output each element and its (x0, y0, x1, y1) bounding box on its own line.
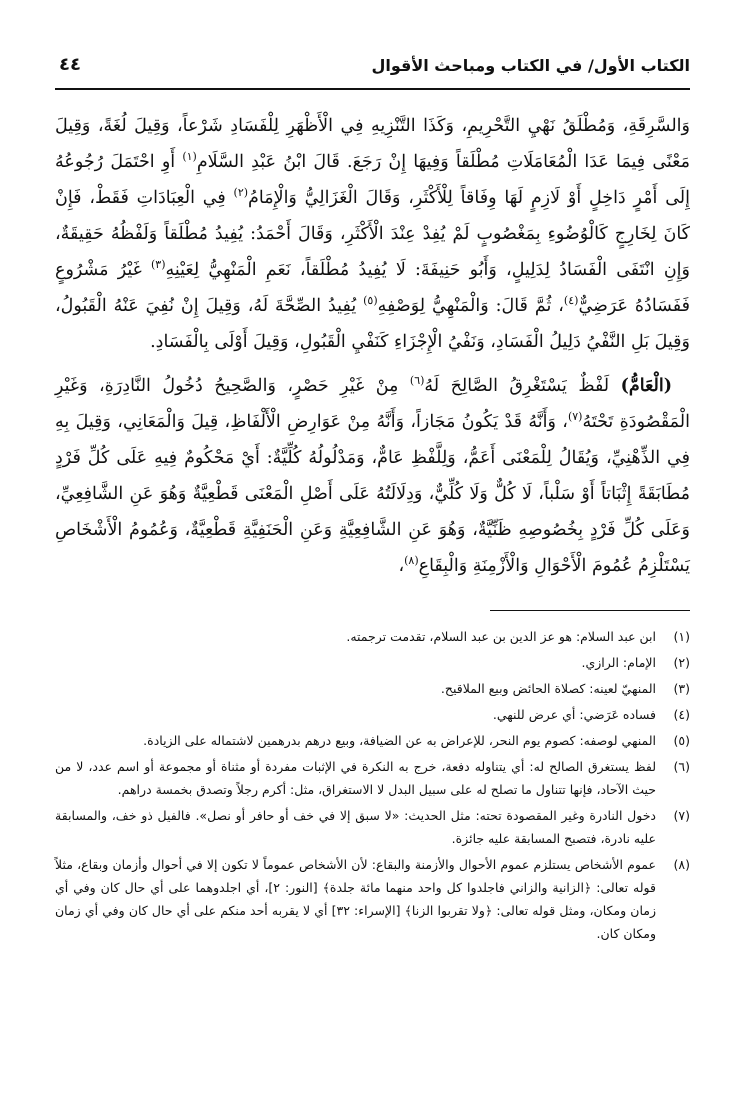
footnote-item (55, 755, 690, 801)
section-term: (الْعَامُّ) (620, 376, 672, 396)
text-segment: فِي الْعِبَادَاتِ فَقَطْ، فَإِنْ كَانَ لِخَارِجٍ كَالْوُضُوءِ بِمَغْصُوبٍ لَمْ يُفِدْ عِنْدَ الْأَكْثَرِ، وَقَالَ أَحْمَدُ: يُفِيدُ مُطْلَقاً وَلَفْظُهُ حَقِيقَةٌ، وَإِنِ انْتَفَى الْفَسَادُ لِدَلِيلٍ، وَأَبُو حَنِيفَةَ: لَا يُفِيدُ مُطْلَقاً، نَعَمِ الْمَنْهِيُّ لِعَيْنِهِ (55, 188, 690, 280)
book-page (55, 50, 690, 1070)
footnote-text: عموم الأشخاص يستلزم عموم الأحوال والأزمنة والبقاع: لأن الأشخاص عموماً لا تكون إلا في أحوال وأزمان وبقاع، مثلاً قوله تعالى: ﴿الزانية والزاني فاجلدوا كل واحد منهما مائة جلدة﴾ [النور: ٢]، أي اجلدوهما على أي حال كان وفي أي زمان ومكان، ومثل قوله تعالى: ﴿ولا تقربوا الزنا﴾ [الإسراء: ٣٢] أي لا يقربه أحد منكم على أي حال كان وفي أي زمان ومكان كان. (55, 857, 657, 941)
footnote-number: (٧) (673, 808, 690, 823)
footnote-text: الإمام: الرازي. (581, 655, 656, 670)
main-text (55, 108, 690, 584)
text-segment: ، (398, 556, 405, 576)
footnote-number: (٢) (673, 655, 690, 670)
text-segment: مِنْ غَيْرِ حَصْرٍ، وَالصَّحِيحُ دُخُولُ النَّادِرَةِ، وَغَيْرِ الْمَقْصُودَةِ تَحْتَهُ (55, 376, 690, 432)
footnote-number: (٨) (673, 857, 690, 872)
footnote-ref-2[interactable]: (٢) (233, 186, 249, 200)
footnote-text: فساده عَرَضي: أي عرض للنهي. (492, 707, 656, 722)
footnote-item (55, 729, 690, 752)
text-segment: ، ثُمَّ قَالَ: وَالْمَنْهِيُّ لِوَصْفِهِ (377, 296, 564, 316)
footnote-ref-5[interactable]: (٥) (363, 294, 378, 308)
footnote-ref-1[interactable]: (١) (182, 150, 197, 164)
text-segment: لَفْظٌ يَسْتَغْرِقُ الصَّالِحَ لَهُ (424, 376, 621, 396)
footnote-ref-6[interactable]: (٦) (409, 374, 425, 388)
text-segment: ، وَأَنَّهُ قَدْ يَكُونُ مَجَازاً، وَأَنَّهُ مِنْ عَوَارِضِ الْأَلْفَاظِ، قِيلَ وَالْمَعَانِي، وَقِيلَ بِهِ فِي الذِّهْنِيِّ، وَيُقَالُ لِلْمَعْنَى أَعَمُّ، وَلِلَّفْظِ عَامٌّ، وَمَدْلُولُهُ كُلِّيَّةٌ: أَيْ مَحْكُومٌ فِيهِ عَلَى كُلِّ فَرْدٍ مُطَابَقَةً إِثْبَاتاً أَوْ سَلْباً، لَا كُلٌّ وَلَا كُلِّيٌّ، وَدِلَالَتُهُ عَلَى أَصْلِ الْمَعْنَى قَطْعِيَّةٌ وَهُوَ عَنِ الشَّافِعِيِّ، وَعَلَى كُلِّ فَرْدٍ بِخُصُوصِهِ ظَنِّيَّةٌ، وَهُوَ عَنِ الشَّافِعِيَّةِ وَعَنِ الْحَنَفِيَّةِ قَطْعِيَّةٌ، وَعُمُومُ الْأَشْخَاصِ يَسْتَلْزِمُ عُمُومَ الْأَحْوَالِ وَالْأَزْمِنَةِ وَالْبِقَاعِ (55, 412, 690, 576)
footnote-ref-4[interactable]: (٤) (563, 294, 579, 308)
footnote-item (55, 625, 690, 648)
paragraph-prohibition (55, 108, 690, 360)
footnote-divider (490, 610, 690, 611)
text-segment: غَيْرُ مَشْرُوعٍ فَفَسَادُهُ عَرَضِيٌّ (55, 260, 691, 316)
running-title: الكتاب الأول/ في الكتاب ومباحث الأقوال (371, 56, 690, 75)
text-segment: وَالسَّرِقَةِ، وَمُطْلَقُ نَهْيِ التَّحْرِيمِ، وَكَذَا التَّنْزِيهِ فِي الْأَظْهَرِ لِلْفَسَادِ شَرْعاً، وَقِيلَ لُغَةً، وَقِيلَ مَعْنًى فِيمَا عَدَا الْمُعَامَلَاتِ مُطْلَقاً وَفِيهَا إِنْ رَجَعَ. قَالَ ابْنُ عَبْدِ السَّلَامِ (55, 116, 690, 172)
footnote-number: (٤) (673, 707, 690, 722)
footnote-item (55, 853, 690, 945)
footnote-item (55, 677, 690, 700)
footnote-text: المنهيّ لعينه: كصلاة الحائض وبيع الملاقيح. (440, 681, 656, 696)
footnote-item (55, 703, 690, 726)
paragraph-general (55, 368, 690, 584)
page-header (55, 50, 690, 90)
footnote-item (55, 804, 690, 850)
footnote-text: لفظ يستغرق الصالح له: أي يتناوله دفعة، خرج به النكرة في الإثبات مفردة أو مثناة أو مجموعة أو اسم عدد، لا من حيث الآحاد، فإنها تتناول ما تصلح له على سبيل البدل لا الاستغراق، مثل: أكرم رجلاً وتصدق بخمسة دراهم. (55, 759, 656, 797)
footnote-ref-3[interactable]: (٣) (150, 258, 166, 272)
footnote-text: ابن عبد السلام: هو عز الدين بن عبد السلام، تقدمت ترجمته. (346, 629, 656, 644)
text-segment: يُفِيدُ الصِّحَّةَ لَهُ، وَقِيلَ إِنْ نُفِيَ عَنْهُ الْقَبُولُ، وَقِيلَ بَلِ النَّفْيُ دَلِيلُ الْفَسَادِ، وَنَفْيُ الْإِجْزَاءِ كَنَفْيِ الْقَبُولِ، وَقِيلَ أَوْلَى بِالْفَسَادِ. (55, 296, 690, 352)
footnote-ref-7[interactable]: (٧) (567, 410, 583, 424)
text-segment: أَوِ احْتَمَلَ رُجُوعُهُ إِلَى أَمْرٍ دَاخِلٍ أَوْ لَازِمٍ لَهَا وِفَاقاً لِلْأَكْثَرِ، وَقَالَ الْغَزَالِيُّ وَالْإِمَامُ (55, 152, 690, 208)
footnote-number: (٣) (673, 681, 690, 696)
footnotes-list (55, 625, 690, 945)
page-number: ٤٤ (59, 54, 81, 75)
footnote-number: (٦) (673, 759, 690, 774)
footnote-number: (٥) (673, 733, 690, 748)
footnote-text: المنهي لوصفه: كصوم يوم النحر، للإعراض به عن الضيافة، وبيع درهم بدرهمين لاشتماله على الزيادة. (143, 733, 656, 748)
footnote-number: (١) (673, 629, 690, 644)
footnote-text: دخول النادرة وغير المقصودة تحته: مثل الحديث: «لا سبق إلا في خف أو حافر أو نصل». فالفيل ذو خف، والمسابقة عليه نادرة، فتصبح المسابقة عليه جائزة. (55, 808, 656, 846)
footnote-item (55, 651, 690, 674)
footnote-ref-8[interactable]: (٨) (404, 554, 419, 568)
